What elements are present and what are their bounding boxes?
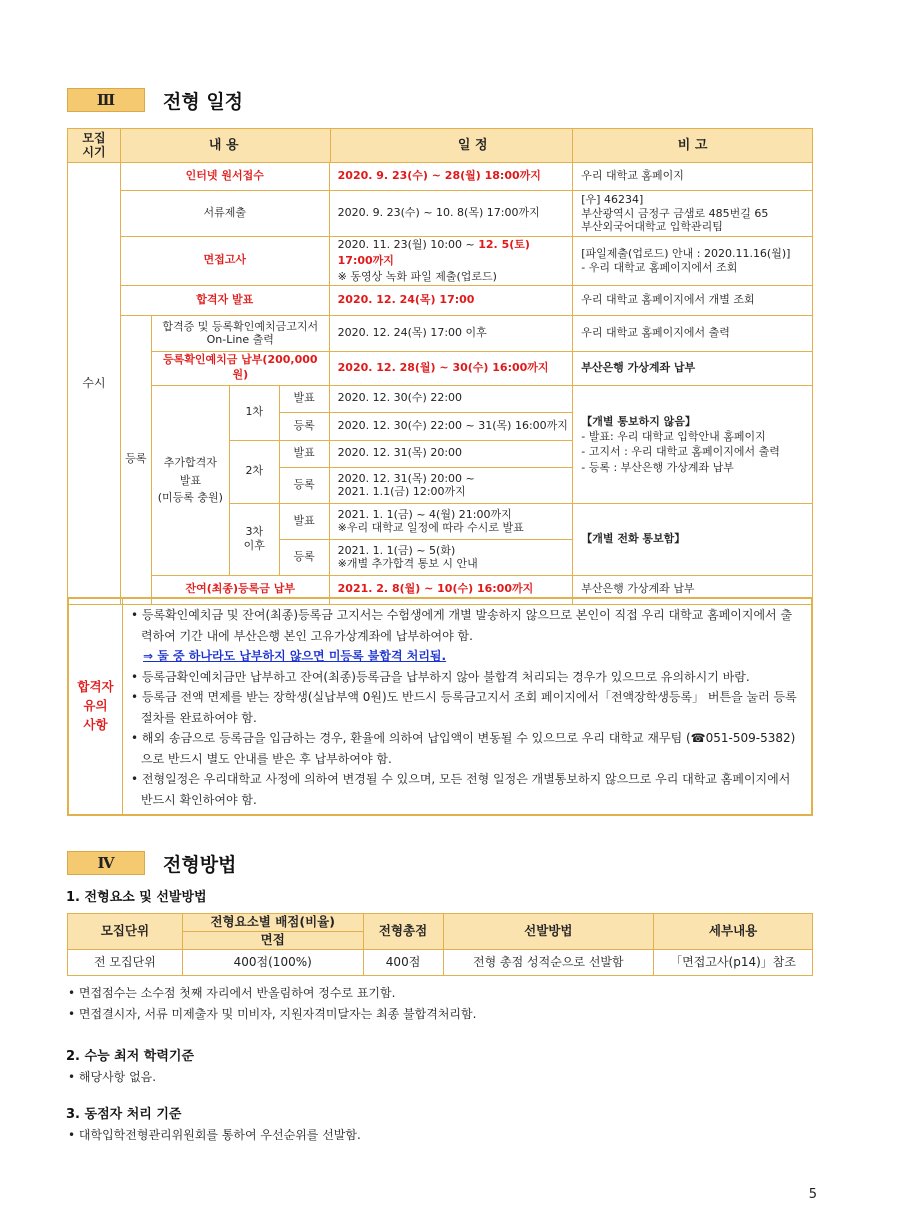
method-interview: 400점(100%) [182,950,363,976]
method-bullet-2: • 면접결시자, 서류 미제출자 및 미비자, 지원자격미달자는 최종 불합격처리함. [68,1005,476,1022]
header-note: 비 고 [573,129,813,163]
note-item-3: • 등록금 전액 면제를 받는 장학생(실납부액 0원)도 반드시 등록금고지서 조회 페이지에서「전액장학생등록」 버튼을 눌러 등록절차를 완료하여야 함. [131,687,801,728]
page-number: 5 [808,1187,817,1202]
row-result-note: 우리 대학교 홈페이지에서 개별 조회 [573,285,813,315]
tie-heading: 3. 동점자 처리 기준 [66,1107,182,1122]
header-ratio: 전형요소별 배점(비율) [182,914,363,932]
row-docs-date: 2020. 9. 23(수) ~ 10. 8(목) 17:00까지 [329,191,573,237]
round-1-label: 1차 [229,385,279,440]
header-divider [330,129,331,162]
row-interview-date-red: 12. 5(토) 17:00까지 [337,238,530,267]
round-2-label: 2차 [229,440,279,503]
section-3-header [67,87,243,113]
row-docs-content: 서류제출 [120,191,329,237]
round-12-note-title: 【개별 통보하지 않음】 [581,414,696,428]
round-3-label: 3차 이후 [229,503,279,575]
csat-bullet: • 해당사항 없음. [68,1068,156,1085]
section-3-title: 전형 일정 [163,90,244,113]
round-2-announce-date: 2020. 12. 31(목) 20:00 [329,440,573,467]
header-unit: 모집단위 [68,914,183,950]
admission-notes-box [67,597,813,816]
header-date-label: 일 정 [457,137,488,153]
table-row [68,285,813,315]
tie-bullet: • 대학입학전형관리위원회를 통하여 우선순위를 선발함. [68,1126,361,1143]
note-item-1: • 등록확인예치금 및 잔여(최종)등록금 고지서는 수험생에게 개별 발송하지 않으므로 본인이 직접 우리 대학교 홈페이지에서 출력하여 기간 내에 부산은행 본인 고유가상계좌에 납부하여야 함. [131,605,801,646]
row-result-date: 2020. 12. 24(목) 17:00 [329,285,573,315]
round-3-register-type: 등록 [279,539,329,575]
note-item-2: • 등록금확인예치금만 납부하고 잔여(최종)등록금을 납부하지 않아 불합격 처리되는 경우가 있으므로 유의하시기 바람. [131,667,801,688]
row-interview-content: 면접고사 [120,237,329,286]
notes-label: 합격자 유의 사항 [69,599,123,814]
method-bullet-1: • 면접점수는 소수점 첫째 자리에서 반올림하여 정수로 표기함. [68,984,395,1001]
round-1-announce-date: 2020. 12. 30(수) 22:00 [329,385,573,412]
section-4-header [67,850,236,876]
round-12-note [573,385,813,503]
note-item-4: • 해외 송금으로 등록금을 입금하는 경우, 환율에 의하여 납입액이 변동될 수 있으므로 우리 대학교 재무팀 (☎051-509-5382)으로 반드시 별도 안내를 받은 후 납부하여야 함. [131,728,801,769]
row-interview-date-sub: ※ 동영상 녹화 파일 제출(업로드) [337,269,497,283]
register-cell: 등록 [120,315,151,604]
method-unit: 전 모집단위 [68,950,183,976]
round-2-register-type: 등록 [279,467,329,503]
row-interview-date [329,237,573,286]
section-4-title: 전형방법 [163,853,237,876]
table-row [68,315,813,351]
round-3-announce-date: 2021. 1. 1(금) ~ 4(월) 21:00까지 ※우리 대학교 일정에 따라 수시로 발표 [329,503,573,539]
section-4-number: Ⅳ [67,851,145,875]
header-period: 모집 시기 [68,129,121,163]
row-final-note: 부산은행 가상계좌 납부 [573,575,813,604]
table-row [68,237,813,286]
note-warning: ⇒ 둘 중 하나라도 납부하지 않으면 미등록 불합격 처리됨. [143,649,447,663]
note-item-5: • 전형일정은 우리대학교 사정에 의하여 변경될 수 있으며, 모든 전형 일정은 개별통보하지 않으므로 우리 대학교 홈페이지에서 반드시 확인하여야 함. [131,769,801,810]
header-total: 전형총점 [363,914,443,950]
table-row [68,950,813,976]
header-content: 내 용 일 정 [120,129,572,163]
period-cell: 수시 [68,163,121,605]
row-deposit-date: 2020. 12. 28(월) ~ 30(수) 16:00까지 [329,351,573,385]
row-apply-date: 2020. 9. 23(수) ~ 28(월) 18:00까지 [329,163,573,191]
round-1-register-type: 등록 [279,412,329,440]
round-3-register-date: 2021. 1. 1(금) ~ 5(화) ※개별 추가합격 통보 시 안내 [329,539,573,575]
header-detail: 세부내용 [654,914,813,950]
section-3-number: Ⅲ [67,88,145,112]
row-result-content: 합격자 발표 [120,285,329,315]
round-2-register-date: 2020. 12. 31(목) 20:00 ~ 2021. 1.1(금) 12:00까지 [329,467,573,503]
round-2-announce-type: 발표 [279,440,329,467]
table-header-row [68,129,813,163]
row-interview-date-prefix: 2020. 11. 23(월) 10:00 ~ [337,238,479,251]
row-interview-note: [파일제출(업로드) 안내 : 2020.11.16(월)] - 우리 대학교 홈페이지에서 조회 [573,237,813,286]
row-deposit-note: 부산은행 가상계좌 납부 [573,351,813,385]
header-interview: 면접 [182,932,363,950]
method-table [67,913,813,976]
table-row [68,385,813,412]
row-print-note: 우리 대학교 홈페이지에서 출력 [573,315,813,351]
row-deposit-content: 등록확인예치금 납부(200,000원) [151,351,329,385]
header-method: 선발방법 [443,914,654,950]
table-row [68,351,813,385]
csat-heading: 2. 수능 최저 학력기준 [66,1049,195,1064]
table-row [68,191,813,237]
schedule-table [67,128,813,605]
row-final-content: 잔여(최종)등록금 납부 [151,575,329,604]
table-header-row [68,914,813,932]
round-3-announce-type: 발표 [279,503,329,539]
round-12-note-lines: - 발표: 우리 대학교 입학안내 홈페이지 - 고지서 : 우리 대학교 홈페이지에서 출력 - 등록 : 부산은행 가상계좌 납부 [581,429,780,474]
round-1-announce-type: 발표 [279,385,329,412]
row-apply-note: 우리 대학교 홈페이지 [573,163,813,191]
round-3-note: 【개별 전화 통보함】 [573,503,813,575]
method-method: 전형 총점 성적순으로 선발함 [443,950,654,976]
table-row [68,163,813,191]
notes-list [123,599,811,814]
row-final-date: 2021. 2. 8(월) ~ 10(수) 16:00까지 [329,575,573,604]
method-heading: 1. 전형요소 및 선발방법 [66,890,207,905]
round-1-register-date: 2020. 12. 30(수) 22:00 ~ 31(목) 16:00까지 [329,412,573,440]
row-apply-content: 인터넷 원서접수 [120,163,329,191]
additional-cell: 추가합격자 발표 (미등록 충원) [151,385,229,575]
row-docs-note: [우] 46234] 부산광역시 금정구 금샘로 485번길 65 부산외국어대학교 입학관리팀 [573,191,813,237]
row-print-date: 2020. 12. 24(목) 17:00 이후 [329,315,573,351]
method-detail: 「면접고사(p14)」참조 [654,950,813,976]
method-total: 400점 [363,950,443,976]
row-print-content: 합격증 및 등록확인예치금고지서 On-Line 출력 [151,315,329,351]
